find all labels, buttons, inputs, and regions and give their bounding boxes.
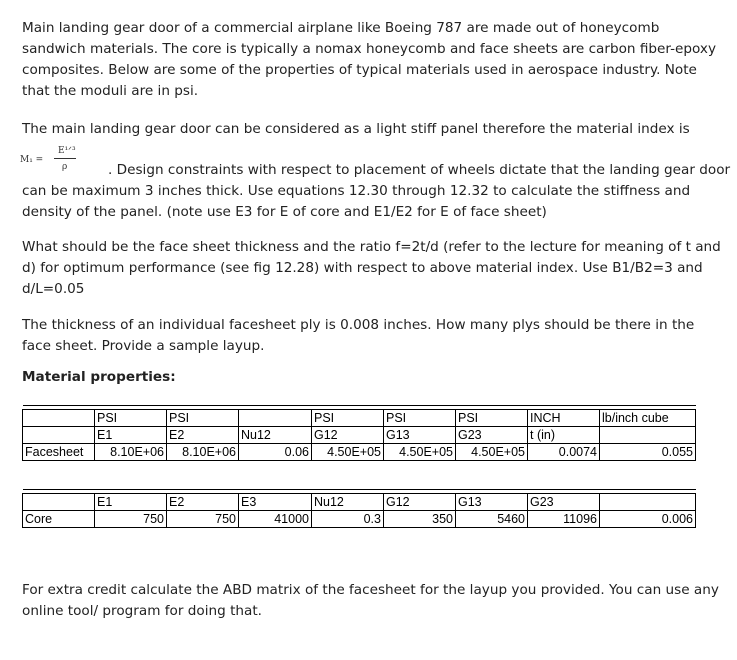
table-cell: 0.055 (600, 444, 696, 461)
table-cell: 41000 (239, 511, 312, 528)
extra-credit-paragraph: For extra credit calculate the ABD matrix of the facesheet for the layup you provided. You can use any online tool/ program for doing that. (22, 582, 719, 619)
table-cell: 750 (95, 511, 167, 528)
table-cell: 8.10E+06 (167, 444, 239, 461)
material-properties-heading: Material properties: (22, 369, 176, 385)
table-cell: G23 (456, 427, 528, 444)
units-row (23, 410, 696, 427)
header-row (23, 494, 696, 511)
table-cell: 0.0074 (528, 444, 600, 461)
table-cell: 0.006 (600, 511, 696, 528)
table-cell: 4.50E+05 (384, 444, 456, 461)
formula-numerator: E¹ᐟ³ (58, 146, 76, 156)
table-cell: 0.3 (312, 511, 384, 528)
table-cell: PSI (384, 410, 456, 427)
table-cell: G12 (312, 427, 384, 444)
table-cell: E2 (167, 494, 239, 511)
table-cell (23, 494, 95, 511)
table-cell: E1 (95, 494, 167, 511)
row-label: Core (23, 511, 95, 528)
table-cell: PSI (312, 410, 384, 427)
formula-denominator: ρ (62, 162, 68, 172)
table-cell: 750 (167, 511, 239, 528)
table-cell: 4.50E+05 (312, 444, 384, 461)
header-row (23, 427, 696, 444)
design-constraints-text: . Design constraints with respect to placement of wheels dictate that the landing gear door can be maximum 3 inches thick. Use equations 12.30 through 12.32 to calculate the stiffness and density of the panel. (note use E3 for E of core and E1/E2 for E of face sheet) (22, 162, 731, 220)
table-cell: 8.10E+06 (95, 444, 167, 461)
table-cell: 4.50E+05 (456, 444, 528, 461)
table-cell (600, 494, 696, 511)
table-cell: t (in) (528, 427, 600, 444)
table-cell: PSI (167, 410, 239, 427)
table-cell: G13 (384, 427, 456, 444)
table-cell (239, 410, 312, 427)
table-cell (23, 410, 95, 427)
formula-fraction-bar (54, 158, 76, 159)
table-cell: Nu12 (239, 427, 312, 444)
intro-paragraph: Main landing gear door of a commercial airplane like Boeing 787 are made out of honeycomb sandwich materials. The core is typically a nomax honeycomb and face sheets are carbon fiber-epoxy composites. Below are some of the properties of typical materials used in aerospace industry. Note that the moduli are in psi. (22, 20, 717, 99)
table-cell: 350 (384, 511, 456, 528)
table-cell: 11096 (528, 511, 600, 528)
table-cell: G13 (456, 494, 528, 511)
table-cell: INCH (528, 410, 600, 427)
row-label: Facesheet (23, 444, 95, 461)
table-cell: PSI (95, 410, 167, 427)
table-cell: E2 (167, 427, 239, 444)
table-row (23, 511, 696, 528)
material-index-paragraph: The main landing gear door can be considered as a light stiff panel therefore the material index is (22, 121, 690, 137)
table-cell: G23 (528, 494, 600, 511)
formula-lhs: M₁ = (20, 155, 44, 165)
design-constraints-paragraph (22, 160, 732, 223)
face-sheet-question-paragraph: What should be the face sheet thickness and the ratio f=2t/d (refer to the lecture for meaning of t and d) for optimum performance (see fig 12.28) with respect to above material index. Use B1/B2=3 and d/L=0.05 (22, 239, 721, 297)
table-row (23, 444, 696, 461)
table-cell: Nu12 (312, 494, 384, 511)
table-cell: 5460 (456, 511, 528, 528)
table-cell (600, 427, 696, 444)
table-cell: E1 (95, 427, 167, 444)
table-cell: G12 (384, 494, 456, 511)
facesheet-properties-table (22, 405, 696, 461)
table-cell: PSI (456, 410, 528, 427)
core-properties-table (22, 489, 696, 528)
ply-question-paragraph: The thickness of an individual facesheet ply is 0.008 inches. How many plys should be there in the face sheet. Provide a sample layup. (22, 317, 695, 354)
table-cell: E3 (239, 494, 312, 511)
table-cell: 0.06 (239, 444, 312, 461)
table-cell: lb/inch cube (600, 410, 696, 427)
table-cell (23, 427, 95, 444)
